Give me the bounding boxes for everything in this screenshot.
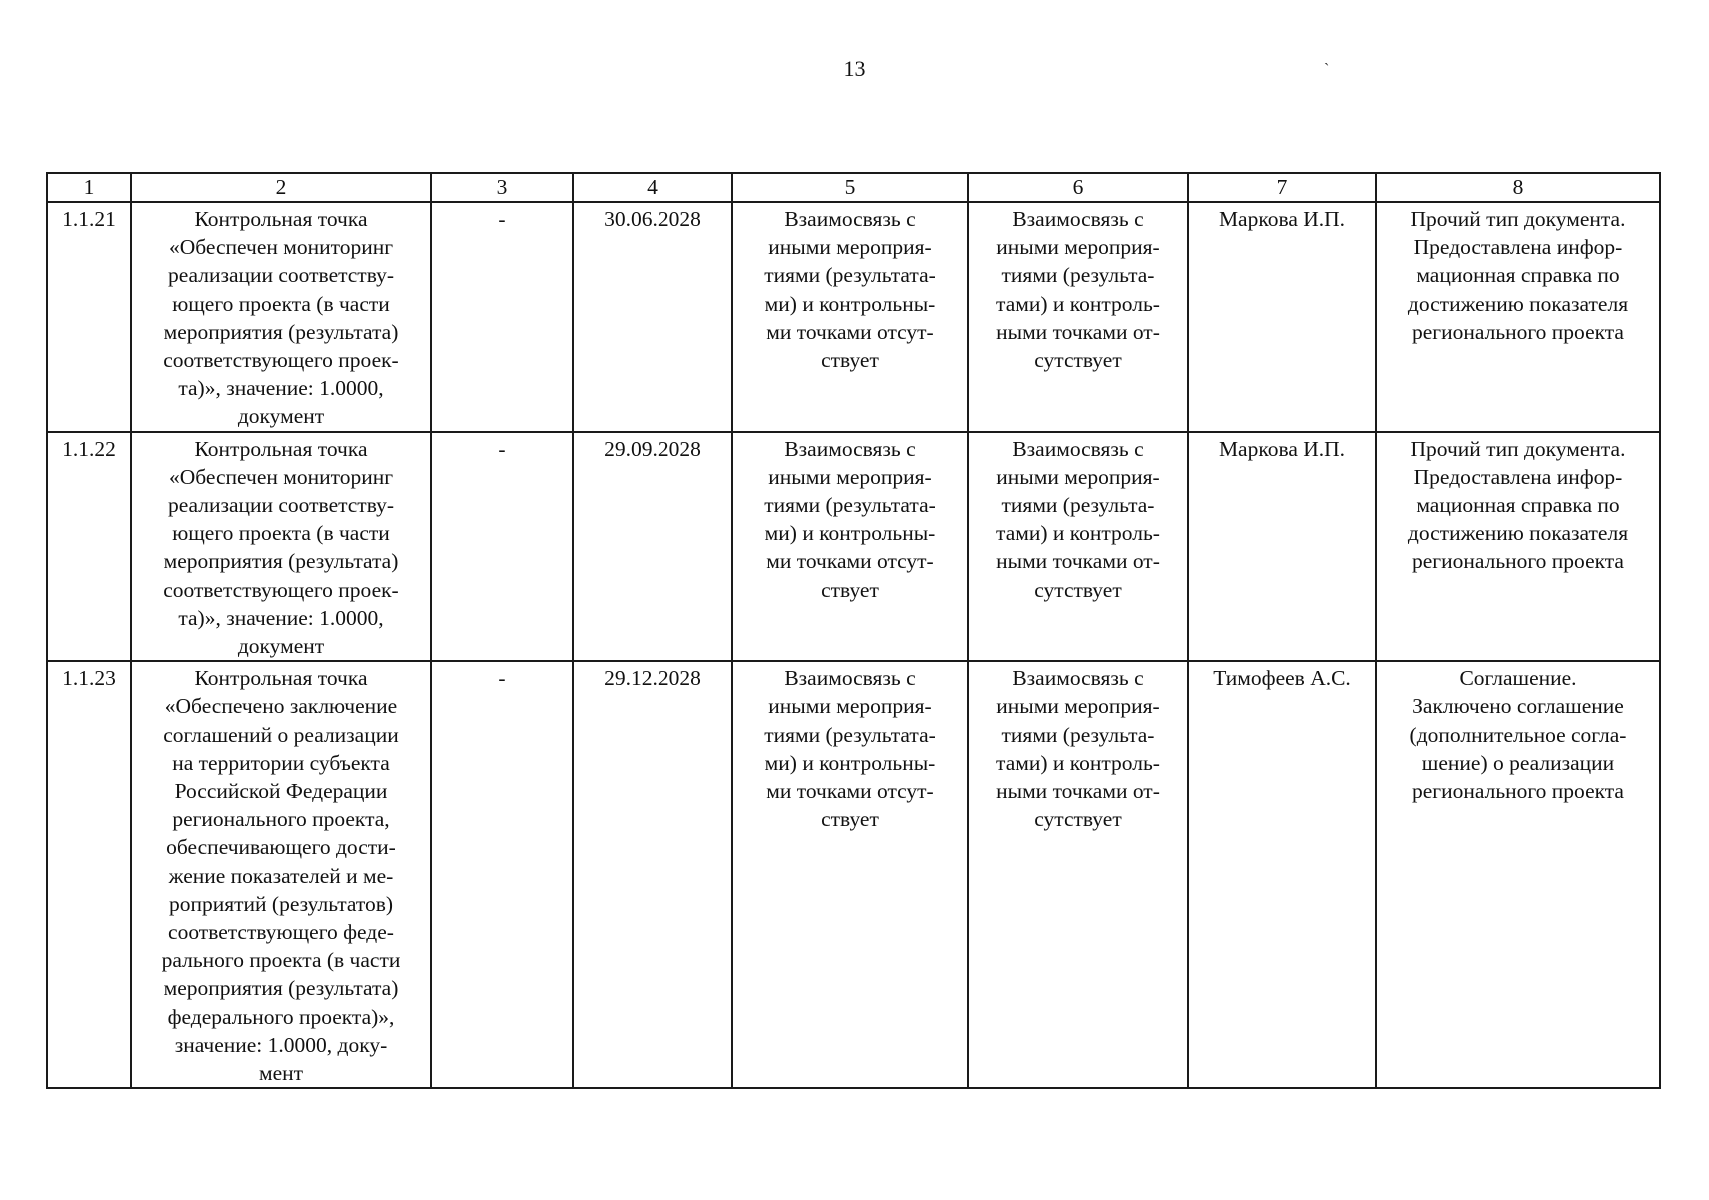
document-cell: Прочий тип документа. Предоставлена инфор- мационная справка по достижению показателя регионального проекта bbox=[1376, 202, 1660, 432]
column-3-cell: - bbox=[431, 432, 573, 662]
table-row bbox=[47, 432, 1660, 662]
column-header-3: 3 bbox=[431, 173, 573, 202]
date-cell: 29.09.2028 bbox=[573, 432, 732, 662]
table-row bbox=[47, 202, 1660, 432]
column-header-1: 1 bbox=[47, 173, 131, 202]
description-cell: Контрольная точка «Обеспечен мониторинг реализации соответству- ющего проекта (в части мероприятия (результата) соответствующего проек- та)», значение: 1.0000, документ bbox=[131, 202, 431, 432]
date-cell: 29.12.2028 bbox=[573, 661, 732, 1088]
row-id-cell: 1.1.23 bbox=[47, 661, 131, 1088]
document-cell: Соглашение. Заключено соглашение (дополнительное согла- шение) о реализации регионального проекта bbox=[1376, 661, 1660, 1088]
responsible-cell: Маркова И.П. bbox=[1188, 202, 1376, 432]
column-header-6: 6 bbox=[968, 173, 1188, 202]
description-cell: Контрольная точка «Обеспечен мониторинг реализации соответству- ющего проекта (в части мероприятия (результата) соответствующего проек- та)», значение: 1.0000, документ bbox=[131, 432, 431, 662]
column-header-8: 8 bbox=[1376, 173, 1660, 202]
relation-successor-cell: Взаимосвязь с иными мероприя- тиями (результа- тами) и контроль- ными точками от- сутствует bbox=[968, 661, 1188, 1088]
column-header-5: 5 bbox=[732, 173, 968, 202]
relation-successor-cell: Взаимосвязь с иными мероприя- тиями (результа- тами) и контроль- ными точками от- сутствует bbox=[968, 432, 1188, 662]
column-header-7: 7 bbox=[1188, 173, 1376, 202]
relation-predecessor-cell: Взаимосвязь с иными мероприя- тиями (результата- ми) и контрольны- ми точками отсут- ствует bbox=[732, 432, 968, 662]
scan-mark: ` bbox=[1324, 61, 1330, 78]
responsible-cell: Тимофеев А.С. bbox=[1188, 661, 1376, 1088]
column-3-cell: - bbox=[431, 661, 573, 1088]
date-cell: 30.06.2028 bbox=[573, 202, 732, 432]
relation-successor-cell: Взаимосвязь с иными мероприя- тиями (результа- тами) и контроль- ными точками от- сутствует bbox=[968, 202, 1188, 432]
column-header-2: 2 bbox=[131, 173, 431, 202]
document-cell: Прочий тип документа. Предоставлена инфор- мационная справка по достижению показателя регионального проекта bbox=[1376, 432, 1660, 662]
description-cell: Контрольная точка «Обеспечено заключение соглашений о реализации на территории субъекта Российской Федерации регионального проекта, обеспечивающего дости- жение показателей и ме- роприятий (результатов) соответствующего феде- рального проекта (в части мероприятия (результата) федерального проекта)», значение: 1.0000, доку- мент bbox=[131, 661, 431, 1088]
relation-predecessor-cell: Взаимосвязь с иными мероприя- тиями (результата- ми) и контрольны- ми точками отсут- ствует bbox=[732, 202, 968, 432]
column-header-4: 4 bbox=[573, 173, 732, 202]
control-points-table bbox=[46, 172, 1661, 1089]
responsible-cell: Маркова И.П. bbox=[1188, 432, 1376, 662]
table-row bbox=[47, 661, 1660, 1088]
column-3-cell: - bbox=[431, 202, 573, 432]
relation-predecessor-cell: Взаимосвязь с иными мероприя- тиями (результата- ми) и контрольны- ми точками отсут- ствует bbox=[732, 661, 968, 1088]
row-id-cell: 1.1.22 bbox=[47, 432, 131, 662]
page-number: 13 bbox=[843, 56, 866, 81]
table-header-row bbox=[47, 173, 1660, 202]
row-id-cell: 1.1.21 bbox=[47, 202, 131, 432]
